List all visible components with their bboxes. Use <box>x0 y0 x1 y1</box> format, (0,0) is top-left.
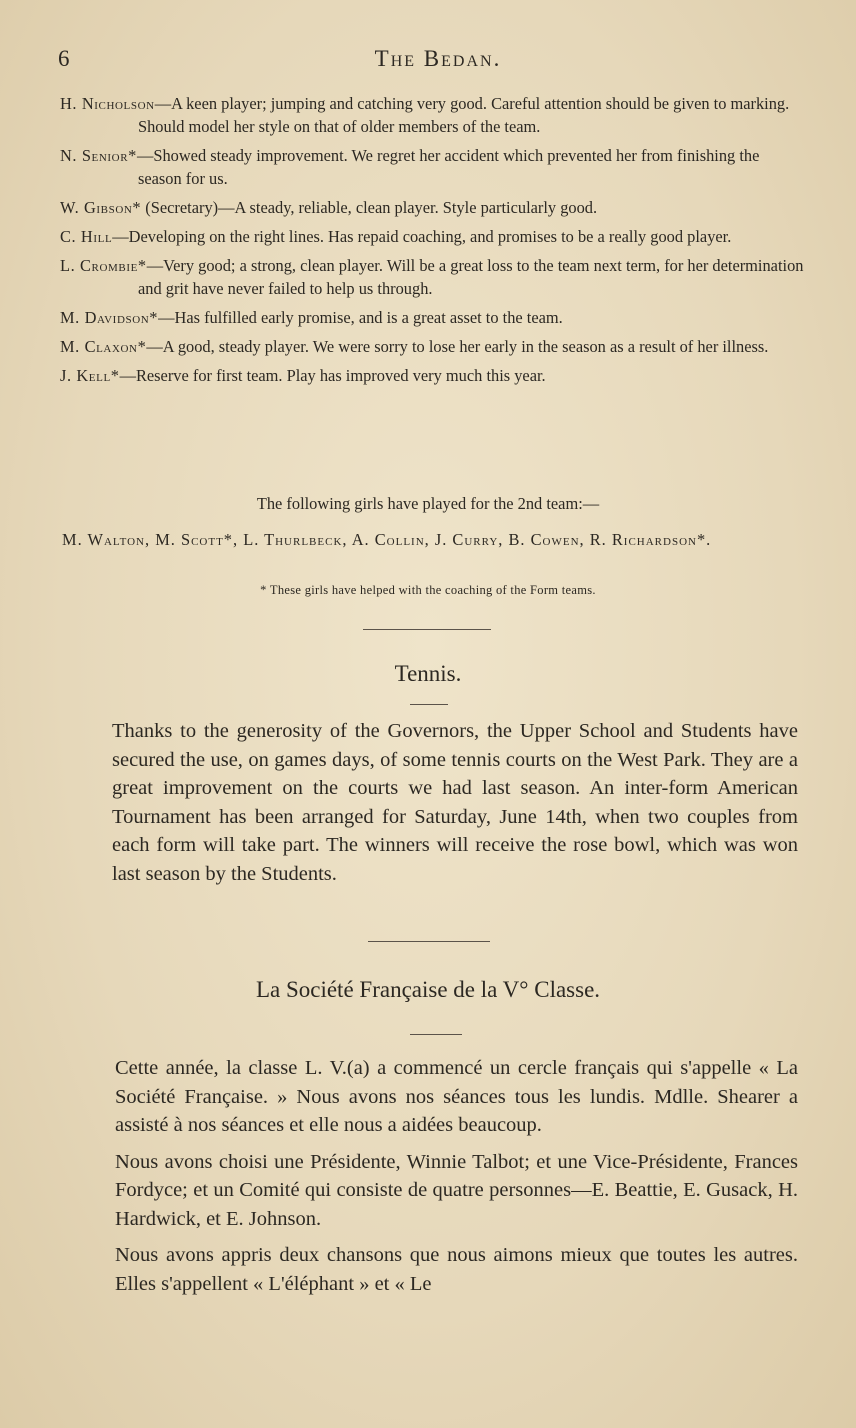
player-remark: —Very good; a strong, clean player. Will be a great loss to the team next term, for her determination and grit have never failed to help us through. <box>138 256 804 298</box>
societe-paragraph: Cette année, la classe L. V.(a) a commencé un cercle français qui s'appelle « La Société Française. » Nous avons nos séances tous les lundis. Mdlle. Shearer a assisté à nos séances et elle nous a aidées beaucoup. <box>115 1057 798 1136</box>
player-name: L. Crombie* <box>60 256 147 275</box>
societe-paragraph: Nous avons appris deux chansons que nous aimons mieux que toutes les autres. Elles s'appellent « L'éléphant » et « Le <box>115 1244 798 1295</box>
second-team-intro: The following girls have played for the 2nd team:— <box>256 494 600 513</box>
tennis-heading: Tennis. <box>394 661 462 686</box>
section-divider <box>363 629 491 630</box>
player-remark: —Showed steady improvement. We regret her accident which prevented her from finishing the season for us. <box>136 146 760 188</box>
player-name: W. Gibson* <box>60 198 142 217</box>
player-entry <box>60 306 806 329</box>
player-entry <box>60 225 806 248</box>
heading-underline <box>410 1034 462 1035</box>
player-remark: —Reserve for first team. Play has improved very much this year. <box>119 366 546 385</box>
player-entries <box>60 92 806 393</box>
societe-heading: La Société Française de la V° Classe. <box>255 977 601 1002</box>
player-entry <box>60 144 806 190</box>
player-remark: —A good, steady player. We were sorry to lose her early in the season as a result of her illness. <box>146 337 769 356</box>
player-entry <box>60 196 806 219</box>
player-remark: (Secretary)—A steady, reliable, clean player. Style particularly good. <box>141 198 598 217</box>
player-name: N. Senior* <box>60 146 137 165</box>
tennis-paragraph <box>112 717 798 896</box>
player-remark: —Developing on the right lines. Has repaid coaching, and promises to be a really good player. <box>112 227 732 246</box>
player-name: C. Hill <box>60 227 113 246</box>
footnote: * These girls have helped with the coaching of the Form teams. <box>260 583 596 597</box>
tennis-text: Thanks to the generosity of the Governors, the Upper School and Students have secured the use, on games days, of some tennis courts on the West Park. They are a great improvement on the courts we had last season. An inter-form American Tournament has been arranged for Saturday, June 14th, when two couples from each form will take part. The winners will receive the rose bowl, which was won last season by the Students. <box>112 720 798 885</box>
player-name: H. Nicholson <box>60 94 155 113</box>
societe-paragraph: Nous avons choisi une Présidente, Winnie Talbot; et une Vice-Présidente, Frances Fordyce; et un Comité qui consiste de quatre personnes—E. Beattie, E. Gusack, H. Hardwick, et E. Johnson. <box>115 1150 798 1230</box>
player-entry <box>60 364 806 387</box>
second-team-names: M. Walton, M. Scott*, L. Thurlbeck, A. Collin, J. Curry, B. Cowen, R. Richardson*. <box>62 530 712 549</box>
section-divider <box>368 941 490 942</box>
running-title: The Bedan. <box>374 46 502 71</box>
page-header <box>58 46 818 76</box>
player-name: M. Davidson* <box>60 308 159 327</box>
player-entry <box>60 335 806 358</box>
player-name: J. Kell* <box>60 366 120 385</box>
player-remark: —Has fulfilled early promise, and is a great asset to the team. <box>158 308 563 327</box>
page-number: 6 <box>58 46 70 71</box>
player-entry <box>60 254 806 300</box>
player-remark: —A keen player; jumping and catching very good. Careful attention should be given to marking. Should model her style on that of older members of the team. <box>138 94 790 136</box>
heading-underline <box>410 704 448 705</box>
player-name: M. Claxon* <box>60 337 147 356</box>
societe-body <box>115 1054 798 1306</box>
player-entry <box>60 92 806 138</box>
